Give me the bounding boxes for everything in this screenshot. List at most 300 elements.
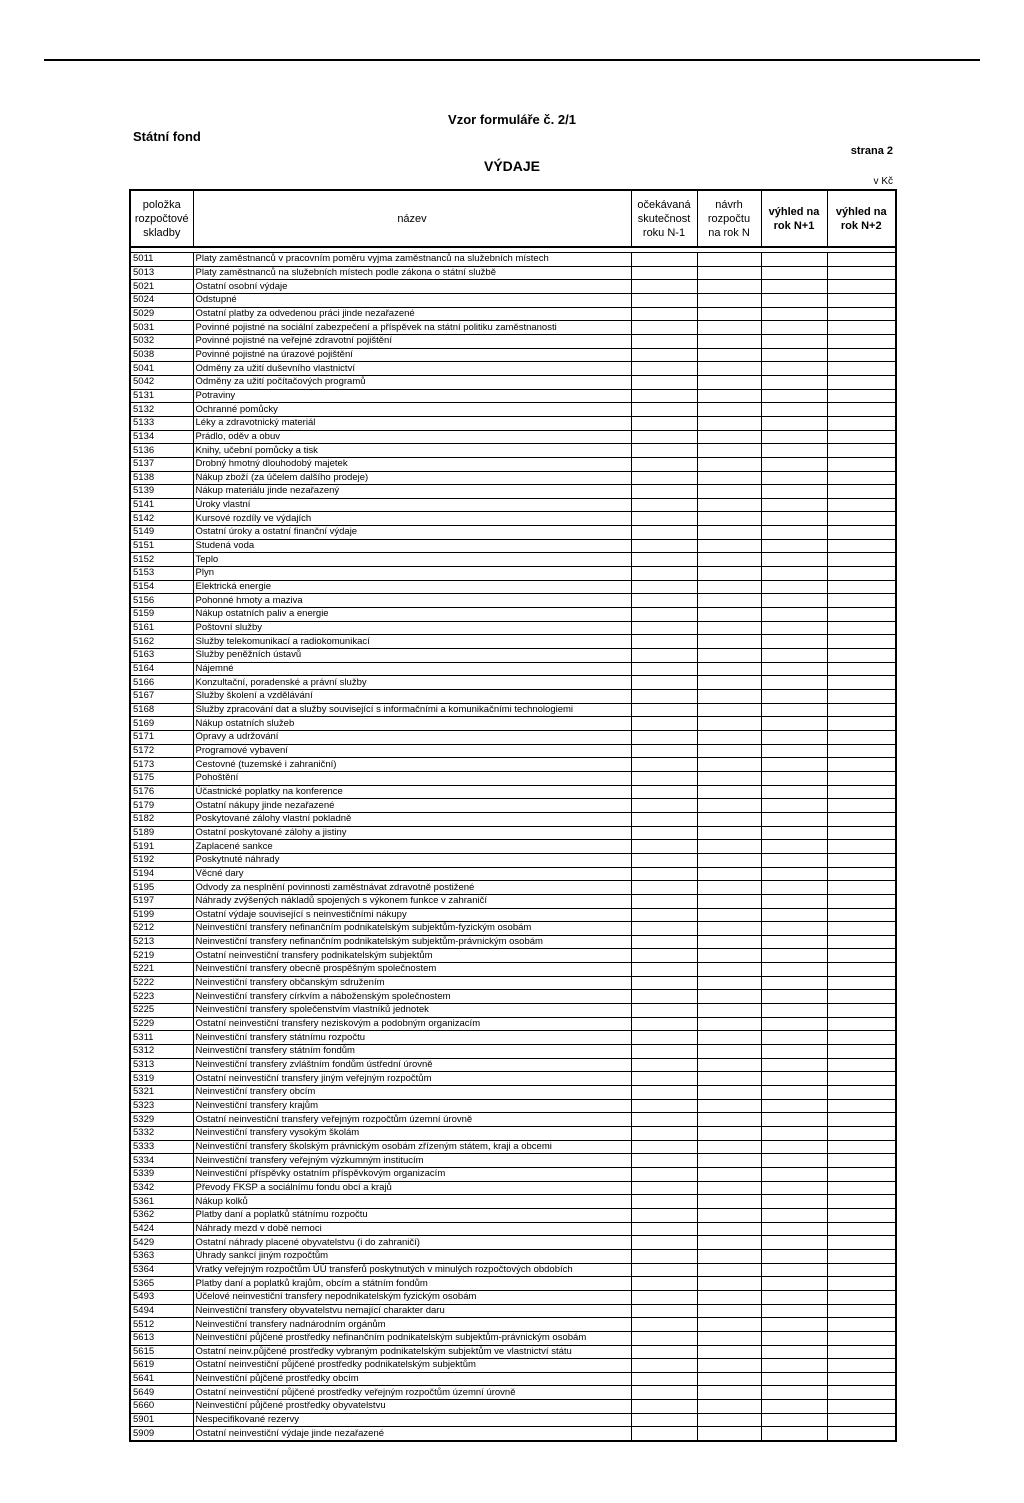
outlook-2-value-cell [827, 1222, 896, 1236]
table-row [130, 935, 896, 949]
proposal-value-cell [697, 690, 761, 704]
proposal-value-cell [697, 526, 761, 540]
table-row [130, 539, 896, 553]
proposal-value-cell [697, 567, 761, 581]
outlook-1-value-cell [761, 826, 827, 840]
table-row [130, 1304, 896, 1318]
item-code-cell: 5041 [130, 362, 193, 376]
outlook-2-value-cell [827, 375, 896, 389]
table-row [130, 662, 896, 676]
table-row [130, 457, 896, 471]
table-row [130, 1386, 896, 1400]
outlook-1-value-cell [761, 375, 827, 389]
outlook-1-value-cell [761, 512, 827, 526]
item-code-cell: 5162 [130, 635, 193, 649]
outlook-2-value-cell [827, 1113, 896, 1127]
table-row [130, 881, 896, 895]
outlook-2-value-cell [827, 758, 896, 772]
item-name-cell: Léky a zdravotnický materiál [193, 416, 631, 430]
expected-value-cell [631, 430, 697, 444]
expected-value-cell [631, 963, 697, 977]
proposal-value-cell [697, 1072, 761, 1086]
expected-value-cell [631, 1058, 697, 1072]
proposal-value-cell [697, 485, 761, 499]
proposal-value-cell [697, 1154, 761, 1168]
item-name-cell: Nákup ostatních paliv a energie [193, 608, 631, 622]
outlook-1-value-cell [761, 1181, 827, 1195]
proposal-value-cell [697, 608, 761, 622]
column-header-expected: očekávaná skutečnost roku N-1 [631, 190, 697, 247]
item-name-cell: Neinvestiční transfery občanským sdružením [193, 976, 631, 990]
outlook-1-value-cell [761, 539, 827, 553]
outlook-1-value-cell [761, 1222, 827, 1236]
expected-value-cell [631, 334, 697, 348]
expected-value-cell [631, 293, 697, 307]
item-name-cell: Ochranné pomůcky [193, 403, 631, 417]
outlook-1-value-cell [761, 730, 827, 744]
outlook-1-value-cell [761, 662, 827, 676]
outlook-2-value-cell [827, 785, 896, 799]
column-header-outlook-1: výhled na rok N+1 [761, 190, 827, 247]
outlook-2-value-cell [827, 553, 896, 567]
item-name-cell: Neinvestiční transfery zvláštním fondům ústřední úrovně [193, 1058, 631, 1072]
outlook-2-value-cell [827, 1127, 896, 1141]
item-name-cell: Ostatní neinvestiční transfery podnikatelským subjektům [193, 949, 631, 963]
proposal-value-cell [697, 881, 761, 895]
expected-value-cell [631, 908, 697, 922]
outlook-2-value-cell [827, 1154, 896, 1168]
table-row [130, 1277, 896, 1291]
outlook-2-value-cell [827, 1045, 896, 1059]
outlook-1-value-cell [761, 621, 827, 635]
outlook-1-value-cell [761, 1004, 827, 1018]
outlook-2-value-cell [827, 840, 896, 854]
outlook-2-value-cell [827, 1304, 896, 1318]
item-code-cell: 5032 [130, 334, 193, 348]
proposal-value-cell [697, 867, 761, 881]
outlook-2-value-cell [827, 1072, 896, 1086]
item-code-cell: 5142 [130, 512, 193, 526]
expected-value-cell [631, 1304, 697, 1318]
item-code-cell: 5176 [130, 785, 193, 799]
item-code-cell: 5132 [130, 403, 193, 417]
table-row [130, 1127, 896, 1141]
item-code-cell: 5024 [130, 293, 193, 307]
item-code-cell: 5164 [130, 662, 193, 676]
outlook-1-value-cell [761, 1304, 827, 1318]
outlook-1-value-cell [761, 1331, 827, 1345]
item-name-cell: Platby daní a poplatků krajům, obcím a státním fondům [193, 1277, 631, 1291]
table-row [130, 416, 896, 430]
proposal-value-cell [697, 362, 761, 376]
item-name-cell: Ostatní neinvestiční transfery jiným veřejným rozpočtům [193, 1072, 631, 1086]
expected-value-cell [631, 526, 697, 540]
expected-value-cell [631, 1413, 697, 1427]
proposal-value-cell [697, 730, 761, 744]
expected-value-cell [631, 812, 697, 826]
table-row [130, 471, 896, 485]
proposal-value-cell [697, 1400, 761, 1414]
table-row [130, 1017, 896, 1031]
proposal-value-cell [697, 1359, 761, 1373]
proposal-value-cell [697, 1195, 761, 1209]
expected-value-cell [631, 321, 697, 335]
item-code-cell: 5619 [130, 1359, 193, 1373]
proposal-value-cell [697, 758, 761, 772]
expected-value-cell [631, 1154, 697, 1168]
item-code-cell: 5021 [130, 280, 193, 294]
proposal-value-cell [697, 908, 761, 922]
outlook-1-value-cell [761, 1277, 827, 1291]
outlook-1-value-cell [761, 403, 827, 417]
outlook-1-value-cell [761, 894, 827, 908]
column-header-outlook-2: výhled na rok N+2 [827, 190, 896, 247]
item-code-cell: 5319 [130, 1072, 193, 1086]
item-code-cell: 5175 [130, 771, 193, 785]
item-name-cell: Cestovné (tuzemské i zahraniční) [193, 758, 631, 772]
table-row [130, 812, 896, 826]
expected-value-cell [631, 307, 697, 321]
proposal-value-cell [697, 1318, 761, 1332]
outlook-2-value-cell [827, 280, 896, 294]
item-code-cell: 5313 [130, 1058, 193, 1072]
table-row [130, 389, 896, 403]
item-code-cell: 5613 [130, 1331, 193, 1345]
outlook-2-value-cell [827, 1249, 896, 1263]
expected-value-cell [631, 1290, 697, 1304]
outlook-2-value-cell [827, 1140, 896, 1154]
item-name-cell: Povinné pojistné na veřejné zdravotní pojištění [193, 334, 631, 348]
proposal-value-cell [697, 1236, 761, 1250]
expected-value-cell [631, 894, 697, 908]
item-code-cell: 5329 [130, 1113, 193, 1127]
outlook-1-value-cell [761, 608, 827, 622]
table-row [130, 280, 896, 294]
item-code-cell: 5166 [130, 676, 193, 690]
outlook-1-value-cell [761, 498, 827, 512]
table-row [130, 1263, 896, 1277]
expected-value-cell [631, 1181, 697, 1195]
expected-value-cell [631, 1249, 697, 1263]
expected-value-cell [631, 1004, 697, 1018]
proposal-value-cell [697, 649, 761, 663]
item-name-cell: Služby zpracování dat a služby související s informačními a komunikačními technologiemi [193, 703, 631, 717]
table-row [130, 963, 896, 977]
proposal-value-cell [697, 635, 761, 649]
outlook-1-value-cell [761, 935, 827, 949]
item-code-cell: 5133 [130, 416, 193, 430]
outlook-2-value-cell [827, 1195, 896, 1209]
table-row [130, 1099, 896, 1113]
outlook-1-value-cell [761, 485, 827, 499]
outlook-2-value-cell [827, 416, 896, 430]
outlook-1-value-cell [761, 1359, 827, 1373]
item-code-cell: 5013 [130, 266, 193, 280]
table-row [130, 744, 896, 758]
outlook-2-value-cell [827, 471, 896, 485]
outlook-2-value-cell [827, 498, 896, 512]
item-name-cell: Neinvestiční transfery státním fondům [193, 1045, 631, 1059]
item-code-cell: 5038 [130, 348, 193, 362]
expected-value-cell [631, 580, 697, 594]
proposal-value-cell [697, 253, 761, 267]
item-name-cell: Ostatní výdaje související s neinvestičními nákupy [193, 908, 631, 922]
item-code-cell: 5424 [130, 1222, 193, 1236]
item-name-cell: Neinvestiční půjčené prostředky obyvatelstvu [193, 1400, 631, 1414]
outlook-2-value-cell [827, 990, 896, 1004]
item-code-cell: 5151 [130, 539, 193, 553]
proposal-value-cell [697, 1045, 761, 1059]
outlook-1-value-cell [761, 1195, 827, 1209]
item-name-cell: Platby daní a poplatků státnímu rozpočtu [193, 1208, 631, 1222]
expected-value-cell [631, 881, 697, 895]
expected-value-cell [631, 1372, 697, 1386]
expected-value-cell [631, 1086, 697, 1100]
expected-value-cell [631, 1195, 697, 1209]
table-row [130, 1181, 896, 1195]
outlook-1-value-cell [761, 1099, 827, 1113]
outlook-2-value-cell [827, 1181, 896, 1195]
proposal-value-cell [697, 334, 761, 348]
item-name-cell: Neinvestiční příspěvky ostatním příspěvkovým organizacím [193, 1167, 631, 1181]
proposal-value-cell [697, 389, 761, 403]
item-name-cell: Platy zaměstnanců v pracovním poměru vyjma zaměstnanců na služebních místech [193, 253, 631, 267]
currency-unit-label: v Kč [873, 176, 893, 187]
outlook-1-value-cell [761, 567, 827, 581]
expected-value-cell [631, 649, 697, 663]
outlook-1-value-cell [761, 1386, 827, 1400]
outlook-2-value-cell [827, 703, 896, 717]
item-name-cell: Neinvestiční transfery obcím [193, 1086, 631, 1100]
item-code-cell: 5195 [130, 881, 193, 895]
table-row [130, 758, 896, 772]
item-name-cell: Neinvestiční transfery nadnárodním orgánům [193, 1318, 631, 1332]
outlook-2-value-cell [827, 594, 896, 608]
table-row [130, 1086, 896, 1100]
expected-value-cell [631, 1031, 697, 1045]
proposal-value-cell [697, 416, 761, 430]
item-code-cell: 5512 [130, 1318, 193, 1332]
item-code-cell: 5323 [130, 1099, 193, 1113]
proposal-value-cell [697, 976, 761, 990]
expected-value-cell [631, 1167, 697, 1181]
table-row [130, 990, 896, 1004]
outlook-2-value-cell [827, 635, 896, 649]
table-row [130, 1045, 896, 1059]
outlook-2-value-cell [827, 1386, 896, 1400]
item-name-cell: Účastnické poplatky na konference [193, 785, 631, 799]
expected-value-cell [631, 703, 697, 717]
proposal-value-cell [697, 1086, 761, 1100]
item-code-cell: 5179 [130, 799, 193, 813]
table-row [130, 1427, 896, 1441]
outlook-1-value-cell [761, 1031, 827, 1045]
outlook-1-value-cell [761, 553, 827, 567]
item-name-cell: Ostatní poskytované zálohy a jistiny [193, 826, 631, 840]
outlook-2-value-cell [827, 1345, 896, 1359]
table-row [130, 1195, 896, 1209]
outlook-2-value-cell [827, 567, 896, 581]
outlook-1-value-cell [761, 812, 827, 826]
outlook-1-value-cell [761, 1208, 827, 1222]
table-row [130, 1359, 896, 1373]
item-name-cell: Nákup zboží (za účelem dalšího prodeje) [193, 471, 631, 485]
outlook-2-value-cell [827, 1031, 896, 1045]
outlook-2-value-cell [827, 266, 896, 280]
table-row [130, 1236, 896, 1250]
expected-value-cell [631, 1318, 697, 1332]
item-code-cell: 5167 [130, 690, 193, 704]
outlook-1-value-cell [761, 1263, 827, 1277]
proposal-value-cell [697, 1345, 761, 1359]
expected-value-cell [631, 840, 697, 854]
item-name-cell: Studená voda [193, 539, 631, 553]
outlook-1-value-cell [761, 293, 827, 307]
item-name-cell: Náhrady mezd v době nemoci [193, 1222, 631, 1236]
outlook-1-value-cell [761, 580, 827, 594]
outlook-2-value-cell [827, 1004, 896, 1018]
expected-value-cell [631, 1400, 697, 1414]
proposal-value-cell [697, 1099, 761, 1113]
item-name-cell: Účelové neinvestiční transfery nepodnikatelským fyzickým osobám [193, 1290, 631, 1304]
outlook-1-value-cell [761, 594, 827, 608]
proposal-value-cell [697, 1222, 761, 1236]
outlook-2-value-cell [827, 717, 896, 731]
item-name-cell: Potraviny [193, 389, 631, 403]
expected-value-cell [631, 1222, 697, 1236]
item-code-cell: 5199 [130, 908, 193, 922]
outlook-2-value-cell [827, 1236, 896, 1250]
proposal-value-cell [697, 799, 761, 813]
item-code-cell: 5909 [130, 1427, 193, 1441]
column-header-code: položka rozpočtové skladby [130, 190, 193, 247]
proposal-value-cell [697, 403, 761, 417]
outlook-2-value-cell [827, 334, 896, 348]
proposal-value-cell [697, 307, 761, 321]
proposal-value-cell [697, 1304, 761, 1318]
expected-value-cell [631, 1099, 697, 1113]
outlook-1-value-cell [761, 635, 827, 649]
expected-value-cell [631, 935, 697, 949]
outlook-2-value-cell [827, 430, 896, 444]
item-code-cell: 5362 [130, 1208, 193, 1222]
expected-value-cell [631, 567, 697, 581]
item-code-cell: 5493 [130, 1290, 193, 1304]
proposal-value-cell [697, 457, 761, 471]
item-name-cell: Úhrady sankcí jiným rozpočtům [193, 1249, 631, 1263]
item-name-cell: Neinvestiční transfery obyvatelstvu nemající charakter daru [193, 1304, 631, 1318]
table-row [130, 334, 896, 348]
item-code-cell: 5660 [130, 1400, 193, 1414]
outlook-1-value-cell [761, 1400, 827, 1414]
item-name-cell: Ostatní náhrady placené obyvatelstvu (i do zahraničí) [193, 1236, 631, 1250]
outlook-2-value-cell [827, 1318, 896, 1332]
outlook-1-value-cell [761, 1167, 827, 1181]
expected-value-cell [631, 853, 697, 867]
item-name-cell: Odměny za užití počítačových programů [193, 375, 631, 389]
proposal-value-cell [697, 1140, 761, 1154]
outlook-2-value-cell [827, 1099, 896, 1113]
item-name-cell: Plyn [193, 567, 631, 581]
proposal-value-cell [697, 1277, 761, 1291]
outlook-2-value-cell [827, 662, 896, 676]
outlook-1-value-cell [761, 457, 827, 471]
proposal-value-cell [697, 853, 761, 867]
expected-value-cell [631, 1345, 697, 1359]
item-name-cell: Odstupné [193, 293, 631, 307]
outlook-1-value-cell [761, 321, 827, 335]
outlook-2-value-cell [827, 621, 896, 635]
item-code-cell: 5137 [130, 457, 193, 471]
outlook-2-value-cell [827, 799, 896, 813]
item-name-cell: Odvody za nesplnění povinnosti zaměstnávat zdravotně postižené [193, 881, 631, 895]
outlook-1-value-cell [761, 1058, 827, 1072]
expected-value-cell [631, 444, 697, 458]
item-name-cell: Teplo [193, 553, 631, 567]
outlook-1-value-cell [761, 253, 827, 267]
item-name-cell: Neinvestiční transfery nefinančním podnikatelským subjektům-fyzickým osobám [193, 922, 631, 936]
item-name-cell: Drobný hmotný dlouhodobý majetek [193, 457, 631, 471]
proposal-value-cell [697, 348, 761, 362]
proposal-value-cell [697, 594, 761, 608]
outlook-2-value-cell [827, 963, 896, 977]
proposal-value-cell [697, 949, 761, 963]
item-code-cell: 5213 [130, 935, 193, 949]
item-name-cell: Knihy, učební pomůcky a tisk [193, 444, 631, 458]
expected-value-cell [631, 280, 697, 294]
item-name-cell: Neinvestiční transfery školským právnickým osobám zřízeným státem, kraji a obcemi [193, 1140, 631, 1154]
item-code-cell: 5212 [130, 922, 193, 936]
item-code-cell: 5361 [130, 1195, 193, 1209]
outlook-2-value-cell [827, 444, 896, 458]
top-rule [44, 59, 980, 61]
item-code-cell: 5136 [130, 444, 193, 458]
item-name-cell: Úroky vlastní [193, 498, 631, 512]
outlook-2-value-cell [827, 894, 896, 908]
item-code-cell: 5364 [130, 1263, 193, 1277]
outlook-1-value-cell [761, 949, 827, 963]
item-name-cell: Ostatní neinvestiční transfery veřejným rozpočtům územní úrovně [193, 1113, 631, 1127]
outlook-2-value-cell [827, 812, 896, 826]
outlook-1-value-cell [761, 785, 827, 799]
item-name-cell: Poštovní služby [193, 621, 631, 635]
outlook-1-value-cell [761, 758, 827, 772]
item-code-cell: 5649 [130, 1386, 193, 1400]
table-row [130, 1154, 896, 1168]
proposal-value-cell [697, 1167, 761, 1181]
outlook-2-value-cell [827, 744, 896, 758]
item-name-cell: Ostatní neinv.půjčené prostředky vybraným podnikatelským subjektům ve vlastnictví státu [193, 1345, 631, 1359]
outlook-1-value-cell [761, 840, 827, 854]
table-row [130, 1072, 896, 1086]
proposal-value-cell [697, 375, 761, 389]
expenditure-table [129, 189, 897, 1442]
table-row [130, 730, 896, 744]
proposal-value-cell [697, 1058, 761, 1072]
item-name-cell: Nájemné [193, 662, 631, 676]
table-row [130, 1345, 896, 1359]
item-name-cell: Odměny za užití duševního vlastnictví [193, 362, 631, 376]
outlook-1-value-cell [761, 867, 827, 881]
table-row [130, 1318, 896, 1332]
outlook-2-value-cell [827, 485, 896, 499]
proposal-value-cell [697, 580, 761, 594]
outlook-1-value-cell [761, 649, 827, 663]
item-code-cell: 5229 [130, 1017, 193, 1031]
outlook-2-value-cell [827, 730, 896, 744]
proposal-value-cell [697, 444, 761, 458]
expected-value-cell [631, 485, 697, 499]
